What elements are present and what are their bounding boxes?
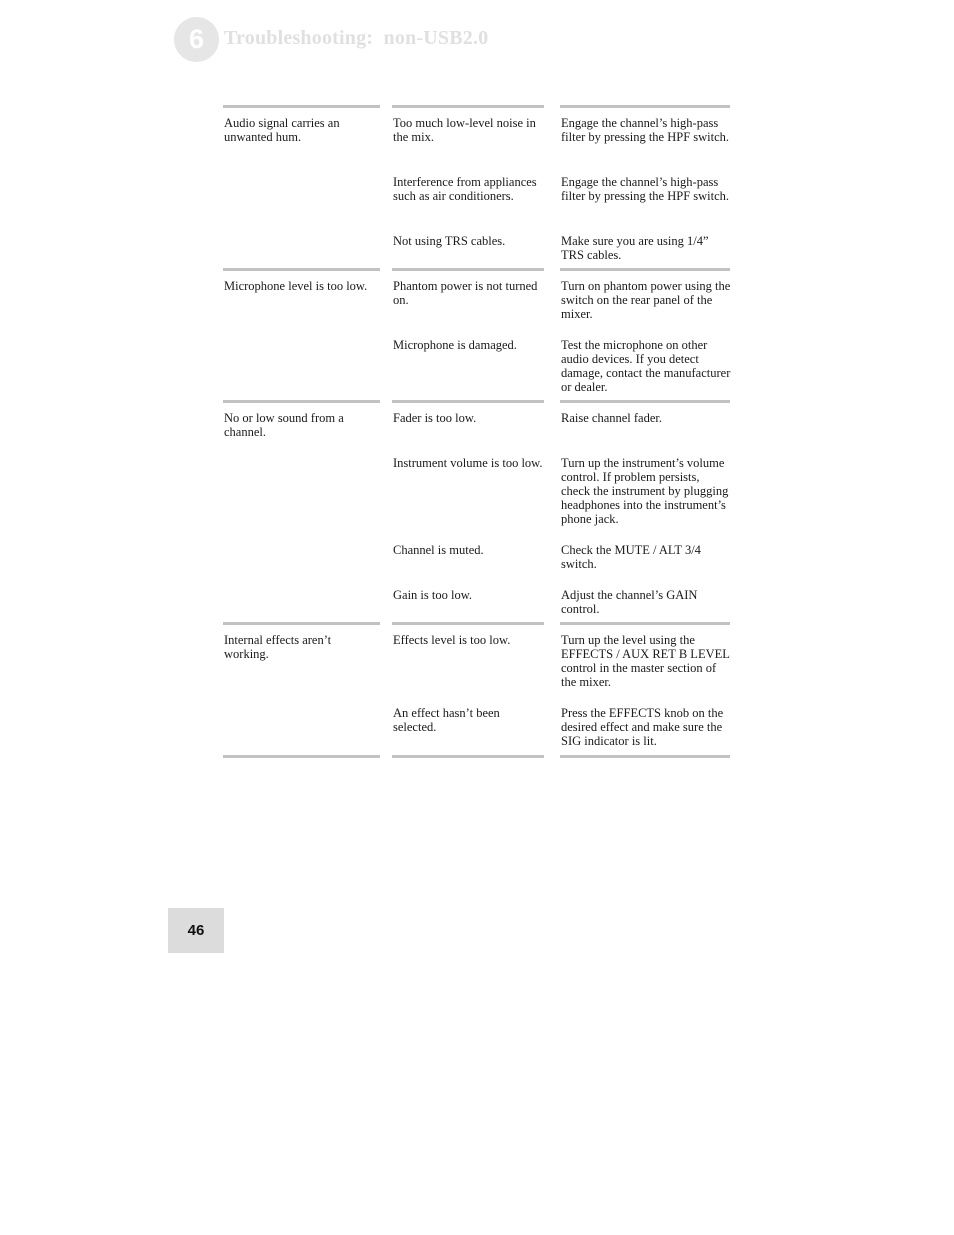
cause-cell: Instrument volume is too low.	[393, 456, 543, 470]
column-rule	[392, 105, 544, 108]
cause-cell: Interference from appliances such as air conditioners.	[393, 175, 537, 203]
chapter-title: Troubleshooting: non-USB2.0	[224, 27, 489, 49]
cause-cell: Effects level is too low.	[393, 633, 511, 647]
page-number: 46	[168, 908, 224, 953]
problem-cell: No or low sound from a channel.	[224, 411, 344, 439]
solution-cell: Turn up the level using the EFFECTS / AUX RET B LEVEL control in the master section of the mixer.	[561, 633, 730, 689]
cause-cell: An effect hasn’t been selected.	[393, 706, 500, 734]
column-rule	[223, 400, 380, 403]
problem-cell: Internal effects aren’t working.	[224, 633, 332, 661]
column-rule	[392, 268, 544, 271]
cause-cell: Microphone is damaged.	[393, 338, 517, 352]
solution-cell: Turn up the instrument’s volume control. If problem persists, check the instrument by plugging headphones into the instrument’s phone jack.	[561, 456, 729, 526]
chapter-number-badge: 6	[174, 17, 219, 62]
column-rule	[560, 268, 730, 271]
solution-cell: Engage the channel’s high-pass filter by pressing the HPF switch.	[561, 116, 730, 144]
cause-cell: Channel is muted.	[393, 543, 484, 557]
solution-cell: Press the EFFECTS knob on the desired effect and make sure the SIG indicator is lit.	[561, 706, 724, 748]
column-rule	[560, 400, 730, 403]
solution-cell: Turn on phantom power using the switch on the rear panel of the mixer.	[561, 279, 731, 321]
cause-cell: Gain is too low.	[393, 588, 473, 602]
problem-cell: Microphone level is too low.	[224, 279, 368, 293]
cause-cell: Fader is too low.	[393, 411, 477, 425]
solution-cell: Engage the channel’s high-pass filter by pressing the HPF switch.	[561, 175, 730, 203]
column-rule	[560, 105, 730, 108]
column-rule	[223, 755, 380, 758]
column-rule	[223, 622, 380, 625]
solution-cell: Adjust the channel’s GAIN control.	[561, 588, 698, 616]
column-rule	[392, 622, 544, 625]
cause-cell: Phantom power is not turned on.	[393, 279, 538, 307]
column-rule	[392, 755, 544, 758]
column-rule	[223, 268, 380, 271]
cause-cell: Too much low-level noise in the mix.	[393, 116, 536, 144]
solution-cell: Raise channel fader.	[561, 411, 662, 425]
table-bottom-rule	[223, 755, 730, 758]
cause-cell: Not using TRS cables.	[393, 234, 506, 248]
column-rule	[560, 755, 730, 758]
column-rule	[223, 105, 380, 108]
solution-cell: Make sure you are using 1/4” TRS cables.	[561, 234, 709, 262]
solution-cell: Test the microphone on other audio devices. If you detect damage, contact the manufacturer or dealer.	[561, 338, 731, 394]
column-rule	[560, 622, 730, 625]
solution-cell: Check the MUTE / ALT 3/4 switch.	[561, 543, 701, 571]
problem-cell: Audio signal carries an unwanted hum.	[224, 116, 340, 144]
column-rule	[392, 400, 544, 403]
